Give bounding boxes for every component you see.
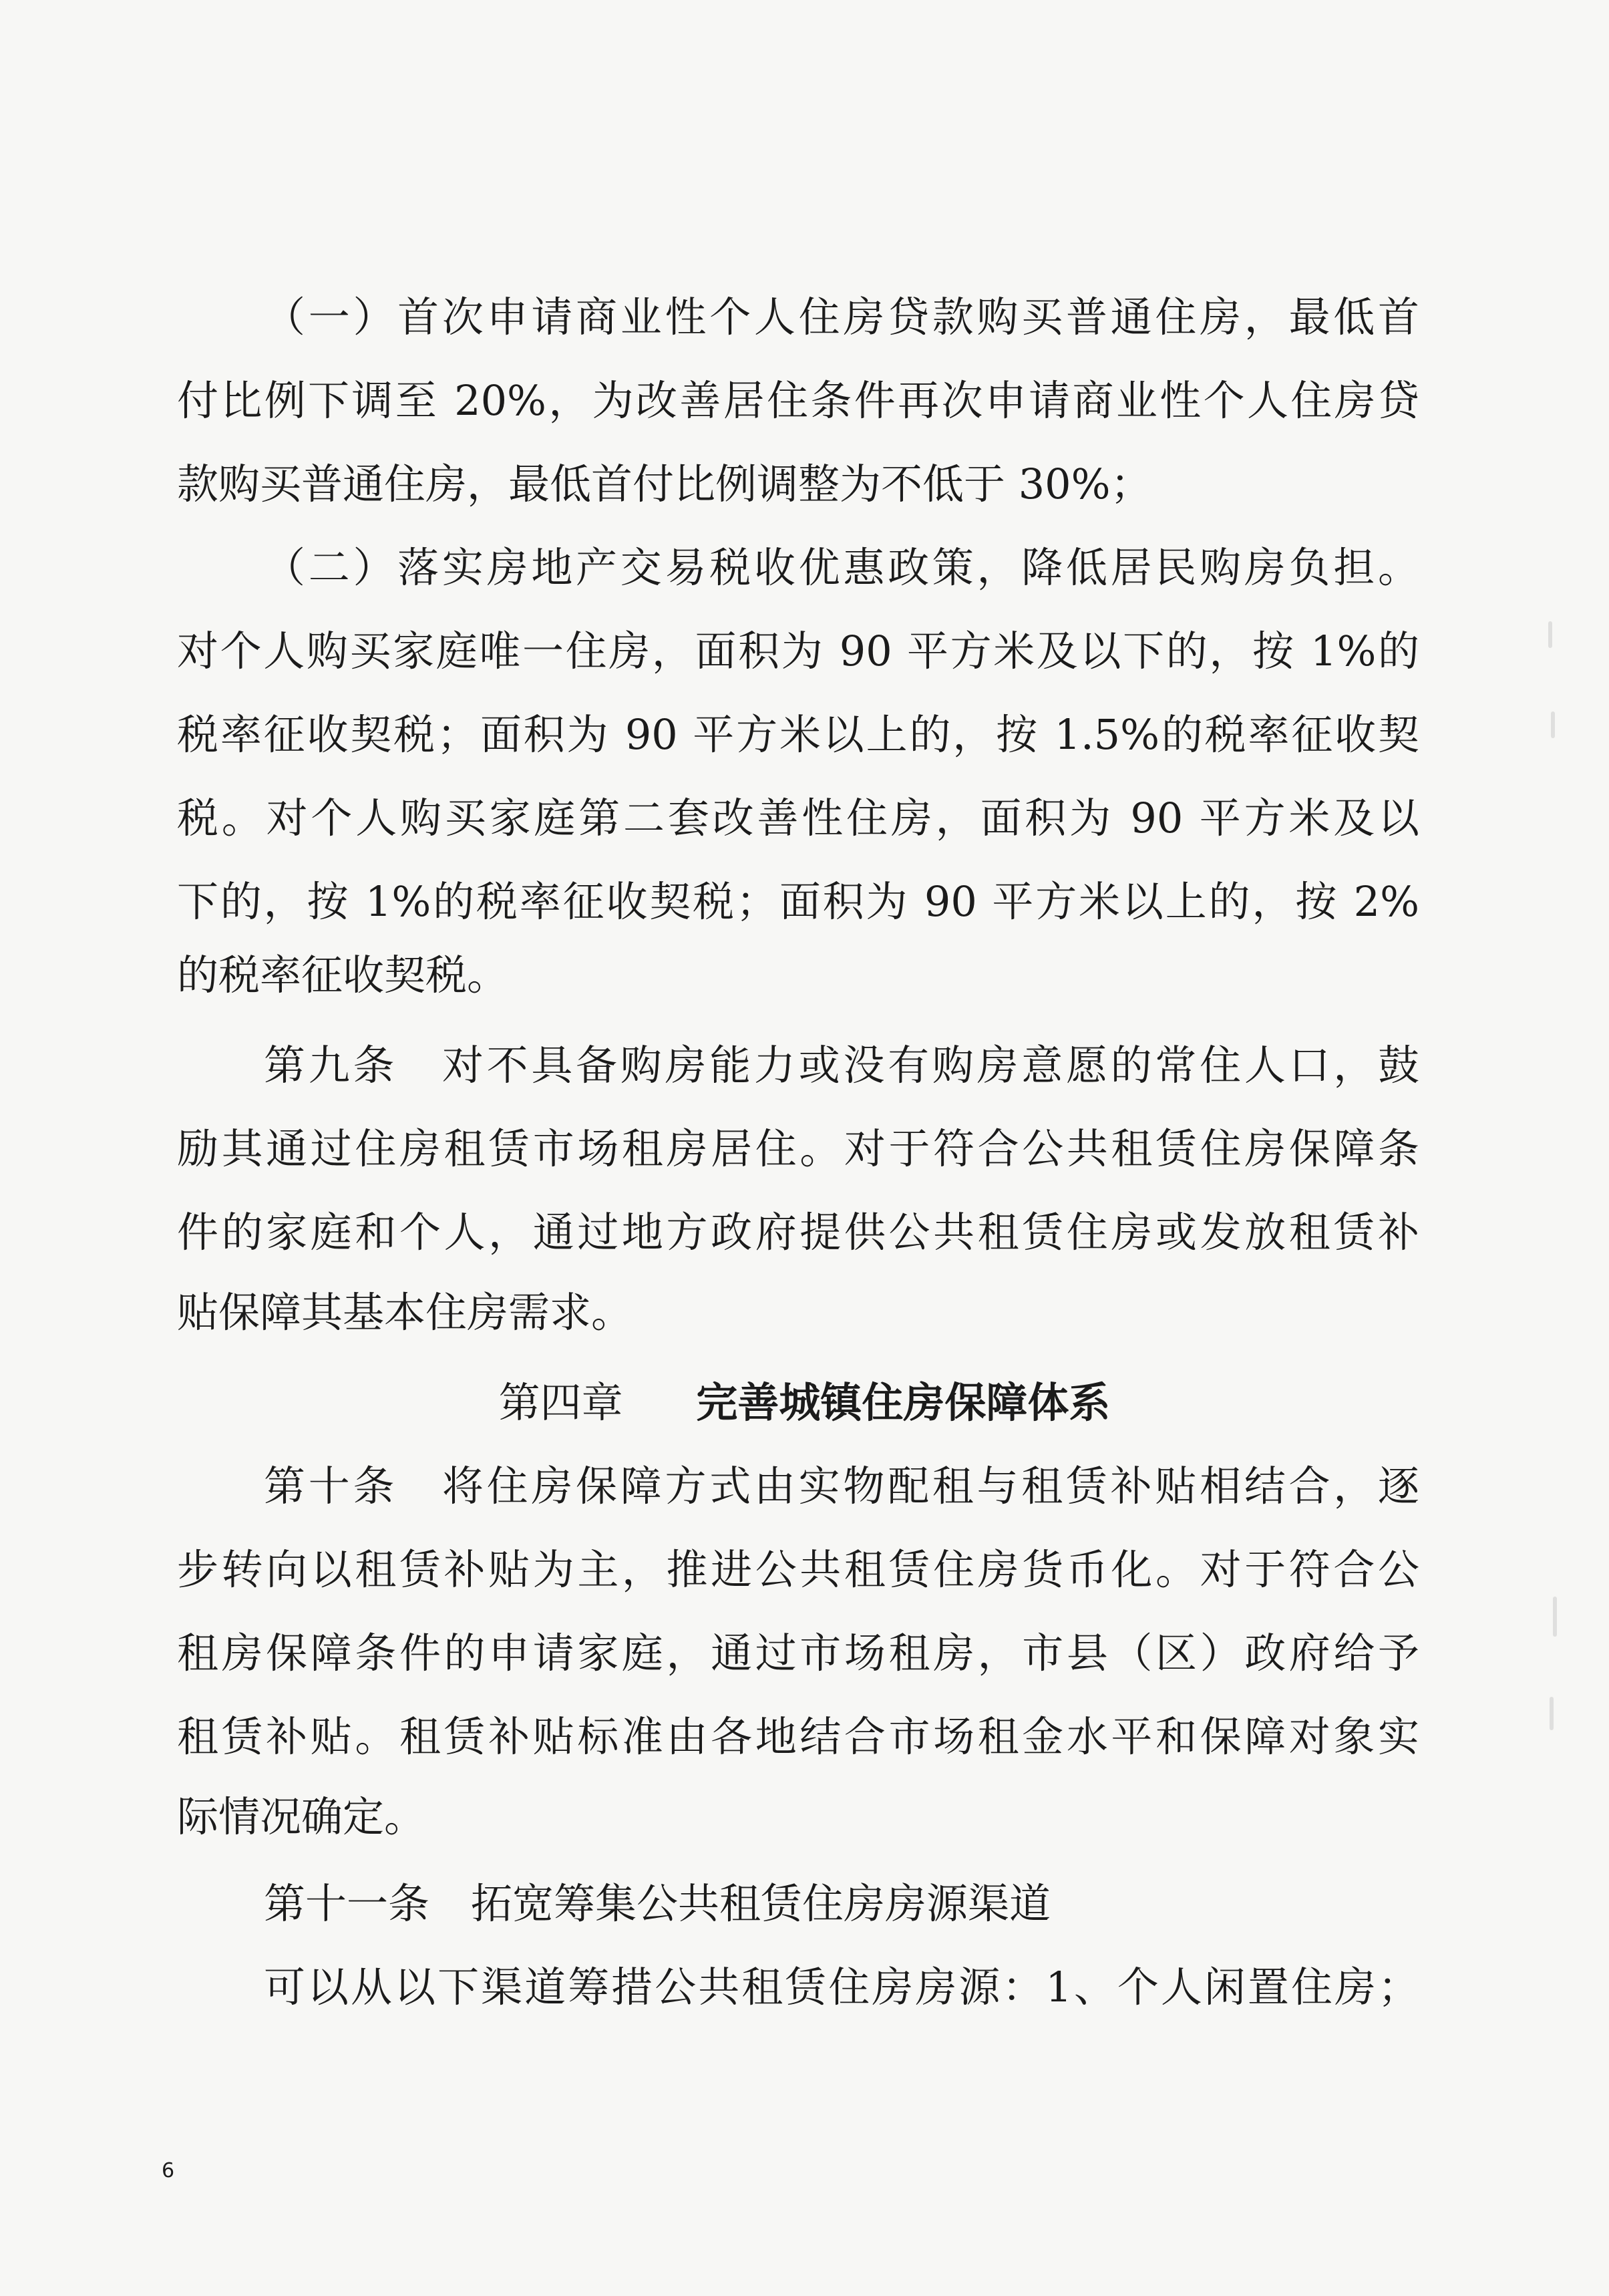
paragraph-line: 对个人购买家庭唯一住房，面积为 90 平方米及以下的，按 1%的 (177, 627, 1419, 675)
paragraph-line: 步转向以租赁补贴为主，推进公共租赁住房货币化。对于符合公 (177, 1545, 1419, 1594)
paragraph-line: 税率征收契税；面积为 90 平方米以上的，按 1.5%的税率征收契 (177, 710, 1419, 759)
scan-artifact (1548, 621, 1552, 648)
page-number: 6 (162, 2159, 175, 2182)
scan-artifact (1553, 1597, 1557, 1637)
paragraph-line: 款购买普通住房，最低首付比例调整为不低于 30%； (177, 460, 1152, 508)
paragraph-line: 励其通过住房租赁市场租房居住。对于符合公共租赁住房保障条 (177, 1124, 1419, 1173)
paragraph-line: 租赁补贴。租赁补贴标准由各地结合市场租金水平和保障对象实 (177, 1712, 1419, 1761)
chapter-number: 第四章 (498, 1378, 623, 1427)
paragraph-line: 税。对个人购买家庭第二套改善性住房，面积为 90 平方米及以 (177, 794, 1419, 842)
paragraph-line: （二）落实房地产交易税收优惠政策，降低居民购房负担。 (264, 543, 1419, 592)
scan-artifact (1550, 1697, 1554, 1730)
paragraph-line: 可以从以下渠道筹措公共租赁住房房源：1、个人闲置住房； (264, 1963, 1419, 2011)
paragraph-line: 第十一条 拓宽筹集公共租赁住房房源渠道 (264, 1879, 1051, 1928)
paragraph-line: 第十条 将住房保障方式由实物配租与租赁补贴相结合，逐 (264, 1462, 1419, 1510)
paragraph-line: （一）首次申请商业性个人住房贷款购买普通住房，最低首 (264, 293, 1419, 341)
paragraph-line: 际情况确定。 (177, 1792, 426, 1841)
paragraph-line: 租房保障条件的申请家庭，通过市场租房，市县（区）政府给予 (177, 1629, 1419, 1677)
paragraph-line: 付比例下调至 20%，为改善居住条件再次申请商业性个人住房贷 (177, 376, 1419, 425)
paragraph-line: 第九条 对不具备购房能力或没有购房意愿的常住人口，鼓 (264, 1041, 1419, 1090)
paragraph-line: 件的家庭和个人，通过地方政府提供公共租赁住房或发放租赁补 (177, 1208, 1419, 1257)
chapter-heading (0, 1376, 1609, 1430)
paragraph-line: 下的，按 1%的税率征收契税；面积为 90 平方米以上的，按 2% (177, 877, 1419, 926)
paragraph-line: 的税率征收契税。 (177, 951, 509, 999)
paragraph-line: 贴保障其基本住房需求。 (177, 1288, 633, 1337)
chapter-title: 完善城镇住房保障体系 (696, 1378, 1111, 1427)
scan-artifact (1551, 711, 1555, 738)
